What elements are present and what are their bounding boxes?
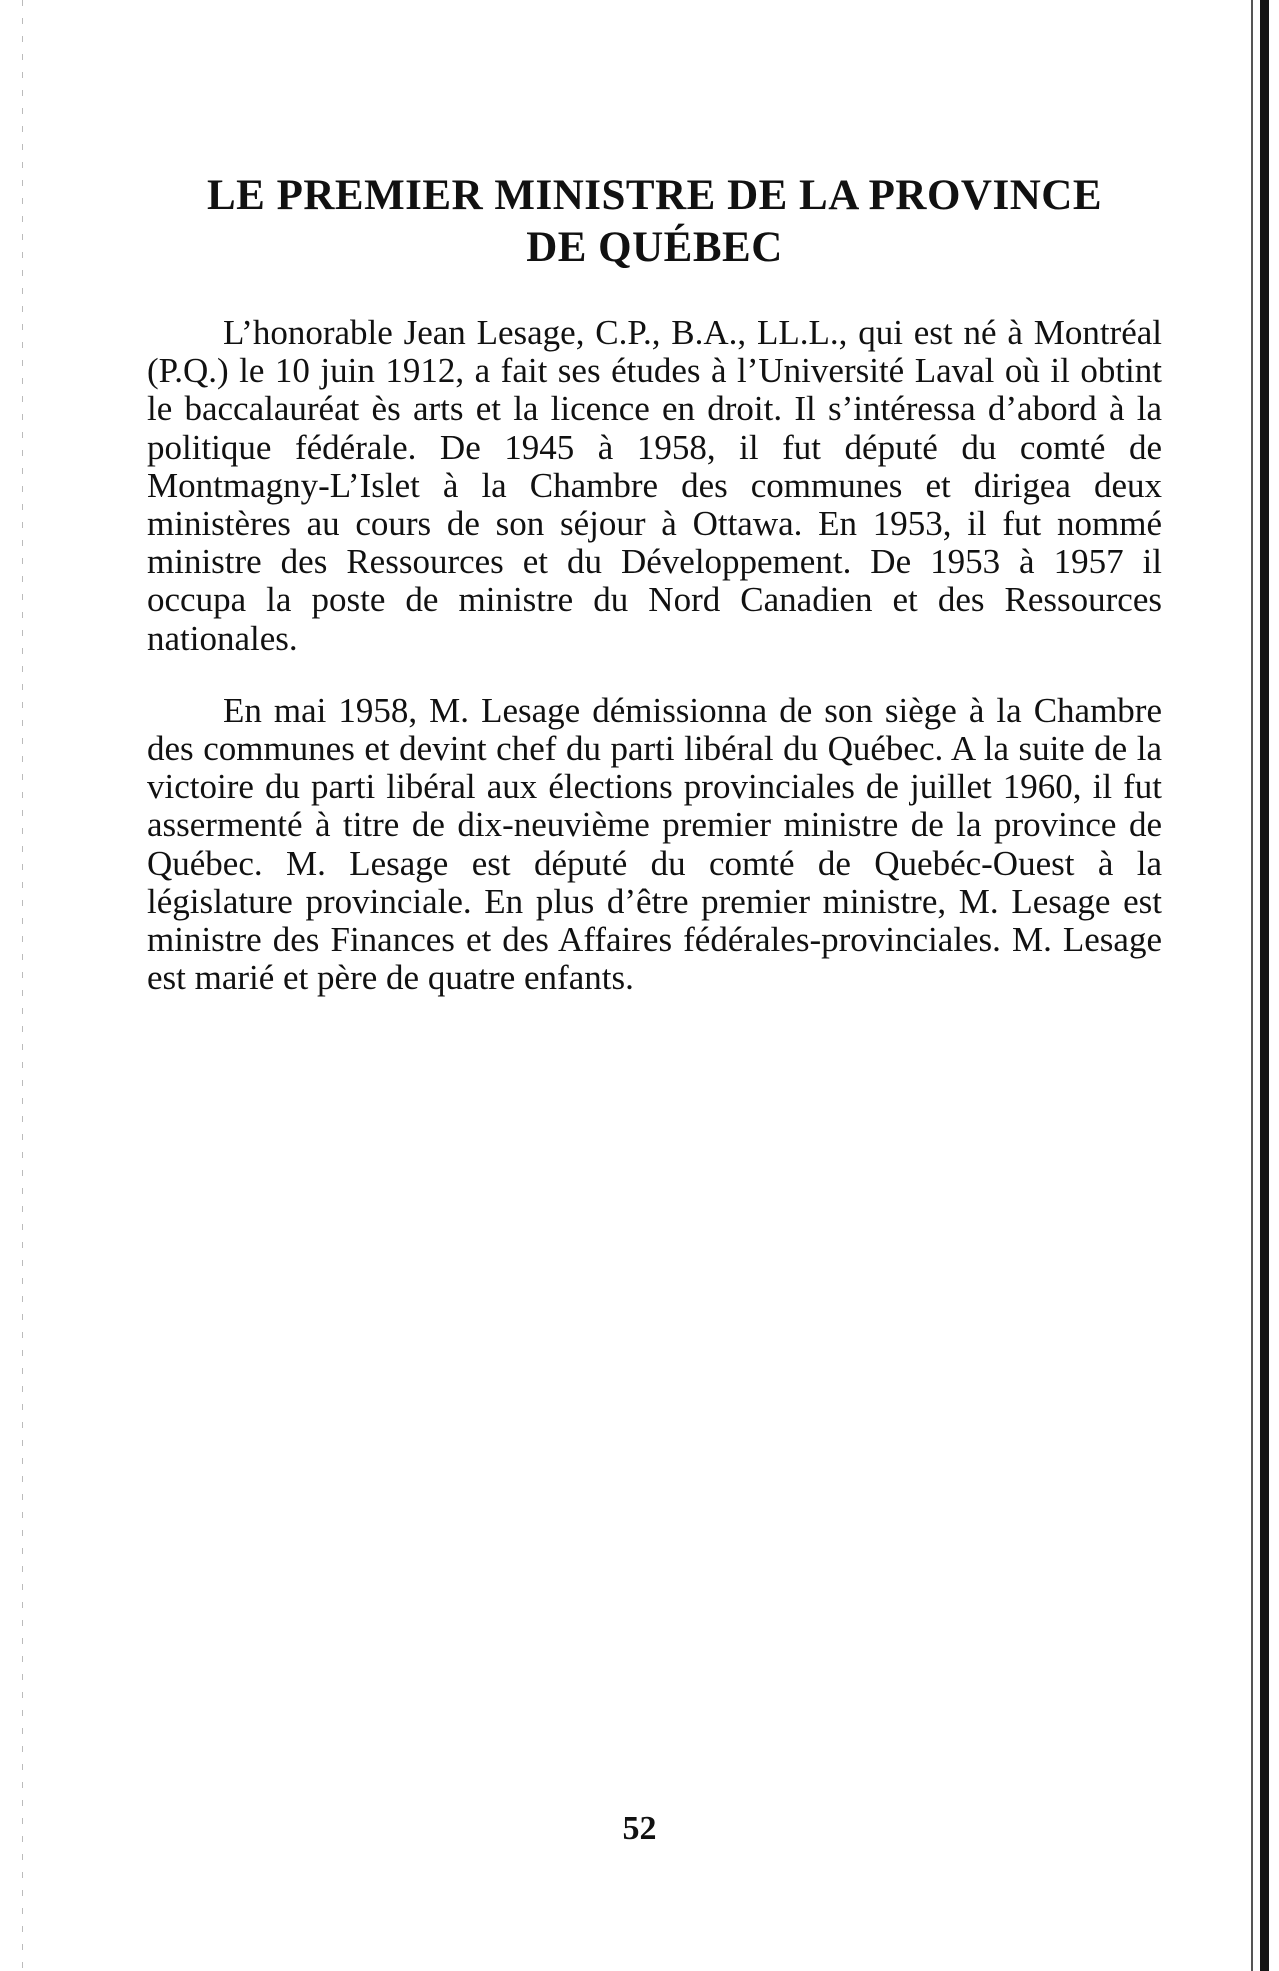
paragraph-biography: L’honorable Jean Lesage, C.P., B.A., LL.L., qui est né à Montréal (P.Q.) le 10 juin 1912, a fait ses études à l’Université Laval où il obtint le baccalauréat ès arts et la licence en droit. Il s’intéressa d’abord à la politique fédérale. De 1945 à 1958, il fut député du comté de Montmagny-L’Islet à la Chambre des communes et dirigea deux ministères au cours de son séjour à Ottawa. En 1953, il fut nommé ministre des Ressources et du Développement. De 1953 à 1957 il occupa la poste de ministre du Nord Canadien et des Ressources nationales. bbox=[147, 313, 1162, 658]
paragraph-career: En mai 1958, M. Lesage démissionna de son siège à la Chambre des communes et devint chef du parti libéral du Québec. A la suite de la victoire du parti libéral aux élections provinciales de juillet 1960, il fut assermenté à titre de dix-neuvième premier ministre de la province de Québec. M. Lesage est député du comté de Quebéc-Ouest à la législature provinciale. En plus d’être premier ministre, M. Lesage est ministre des Finances et des Affaires fédérales-provinciales. M. Lesage est marié et père de quatre enfants. bbox=[147, 690, 1162, 998]
scan-right-edge bbox=[1260, 0, 1269, 1971]
page-number: 52 bbox=[622, 1810, 657, 1847]
title-line-2: DE QUÉBEC bbox=[526, 224, 783, 271]
scan-right-edge-line bbox=[1251, 0, 1253, 1971]
document-body bbox=[147, 170, 1162, 997]
title-line-1: LE PREMIER MINISTRE DE LA PROVINCE bbox=[206, 172, 1103, 219]
scan-left-edge bbox=[22, 0, 23, 1971]
page-title bbox=[147, 170, 1162, 274]
